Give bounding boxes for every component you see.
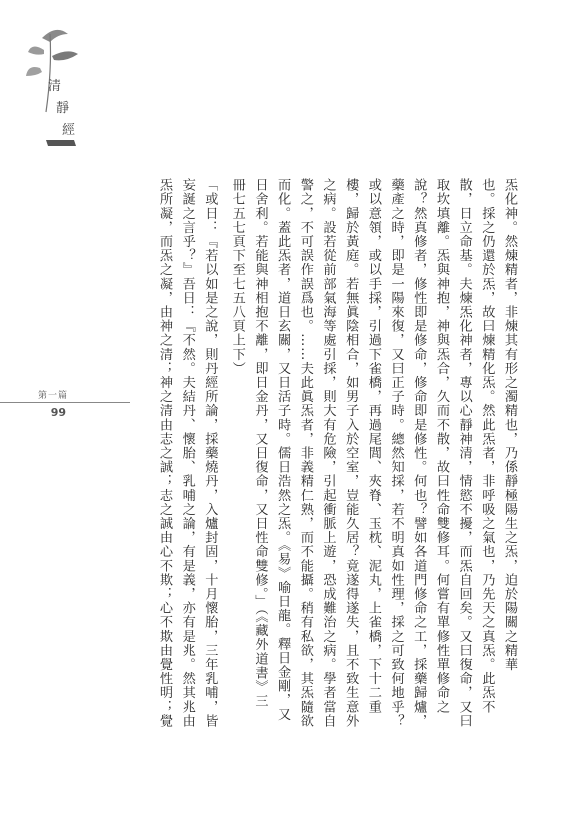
divider	[0, 402, 130, 403]
svg-text:經: 經	[62, 123, 76, 138]
text-column: 炁所凝，而炁之凝，由神之清；神之清由志之誠；志之誠由心不欺；心不欺由覺性明；覺	[157, 178, 172, 728]
text-column: 藥產之時，即是一陽來復，又曰正子時。總然知採，若不明真如性理，採之可致何地乎？	[388, 178, 404, 728]
text-column: 「或日：『若以如是之說，則丹經所論，採藥燒丹，入爐封固，十月懷胎，三年乳哺，皆	[202, 178, 218, 728]
text-column: 樓，歸於黃庭。若無眞陰相合，如男子入於空室，豈能久居？竟遂得遂失，且不致生意外	[343, 178, 359, 728]
text-column: 炁化神。然煉精者，非煉其有形之濁精也，乃係靜極陽生之炁，迫於陽關之精華	[502, 178, 517, 672]
leaf-logo-icon	[22, 20, 92, 160]
text-column: 之病。設若從前部氣海等處引採，則大有危險，引起衝脈上遊，恐成難治之病。學者當自	[320, 178, 336, 728]
page-number: 99	[50, 406, 66, 419]
text-column: 說？然真修者，修性即是修命，修命即是修性。何也？譬如各道門修命之工，採藥歸爐，	[411, 178, 427, 728]
body-text	[118, 178, 518, 764]
text-column: 也。採之仍還於炁，故曰煉精化炁。然此炁者，非呼吸之氣也，乃先天之真炁。此炁不	[479, 178, 495, 714]
text-column: 冊七五七頁下至七五八頁上下）	[229, 178, 245, 376]
text-column: 警之，不可誤作誤爲也。……夫此眞炁者，非義精仁熟，而不能攝。稍有私欲，其炁隨欲	[297, 178, 313, 728]
text-column: 散，日立命基。夫煉炁化神者，專以心靜神清，情慾不擾，而炁自回矣。又曰復命，又曰	[456, 178, 472, 728]
svg-text:靜: 靜	[56, 101, 70, 116]
text-column: 或以意領，或以手採，引過下雀橋，再過尾閭、夾脊、玉枕、泥丸，上雀橋，下十二重	[365, 178, 381, 714]
logo	[22, 20, 92, 160]
text-column: 日舍利。若能與神相抱不離，即日金丹，又日復命，又日性命雙修。」（《藏外道書》三	[252, 178, 268, 709]
text-column: 而化。蓋此炁者，道日玄關，又日活子時。儒日浩然之炁。《易》喻日龍。釋日金剛，又	[275, 178, 291, 722]
svg-text:清: 清	[48, 79, 62, 94]
text-column: 妄誕之言乎？』吾日：『不然。夫結丹、懷胎、乳哺之論，有是義，亦有是兆。然其兆由	[179, 178, 195, 728]
text-column: 取坎填離。炁與神抱，神與炁合，久而不散，故曰性命雙修耳。何嘗有單修性單修命之	[433, 178, 449, 714]
section-label: 第一篇	[37, 391, 68, 401]
